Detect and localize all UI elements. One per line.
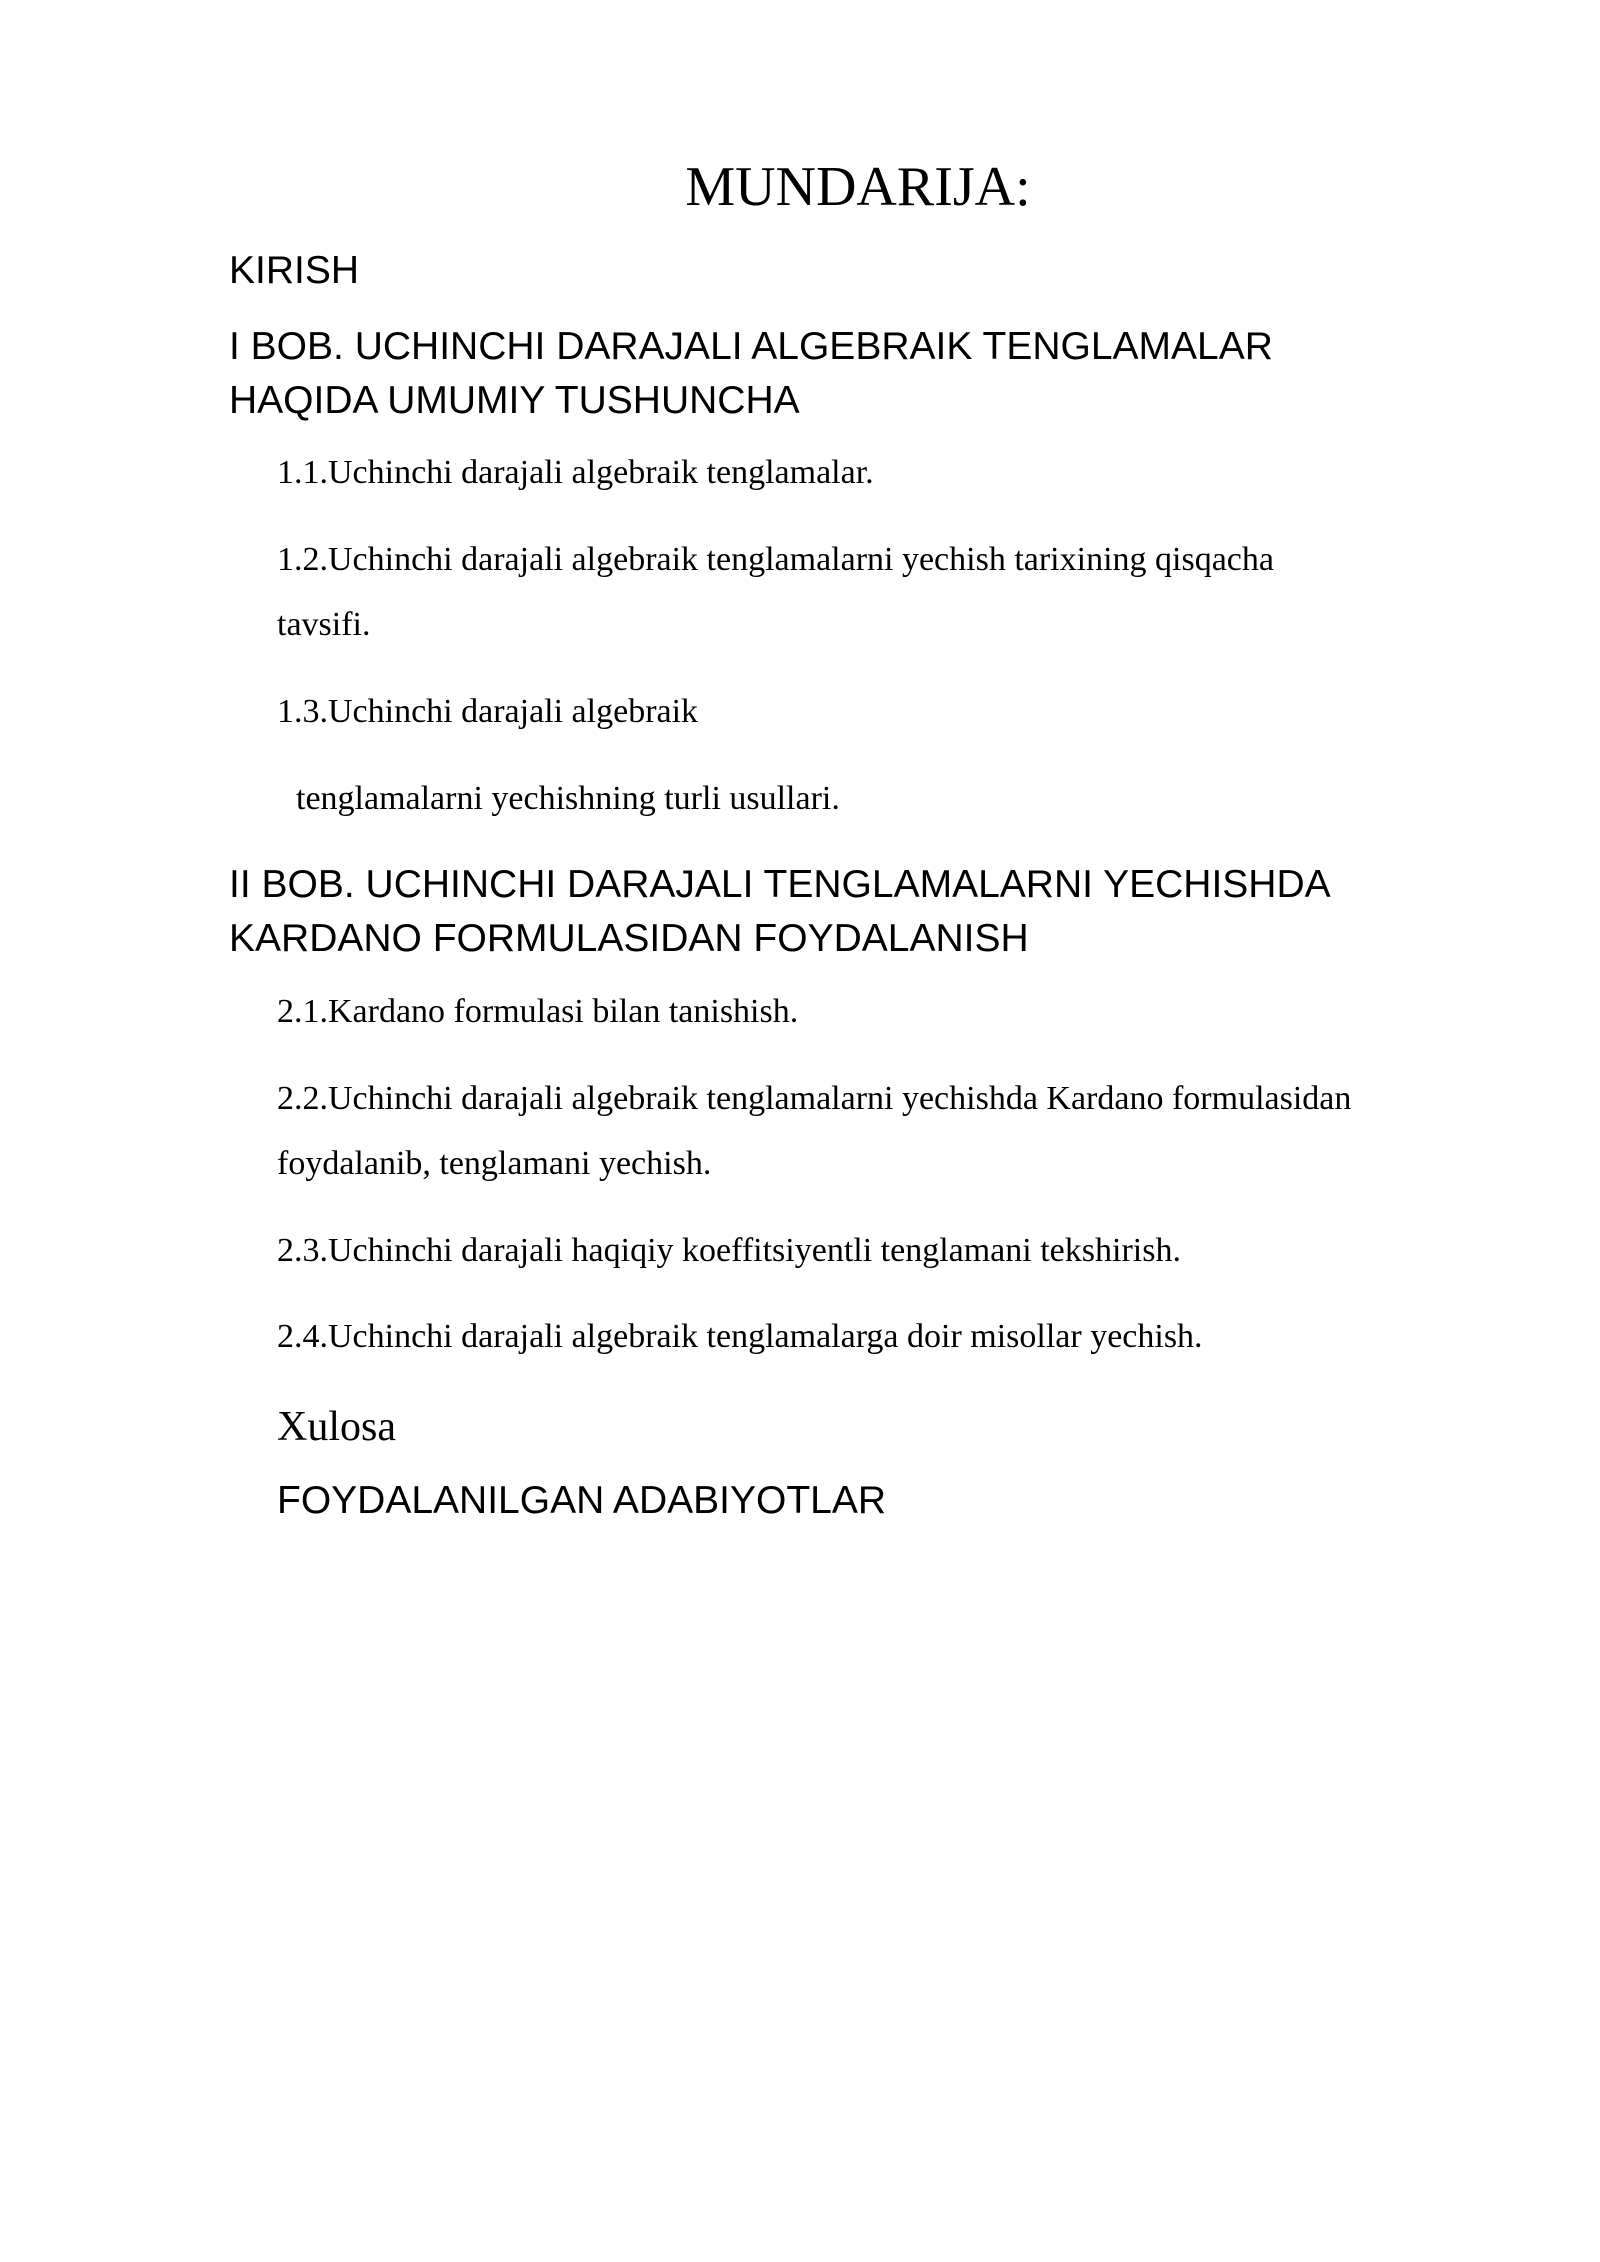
page-title: MUNDARIJA: xyxy=(685,156,1031,218)
chapter2-heading-line2: KARDANO FORMULASIDAN FOYDALANISH xyxy=(229,917,1029,960)
toc-references: FOYDALANILGAN ADABIYOTLAR xyxy=(277,1479,887,1522)
toc-item-2-2: 2.2.Uchinchi darajali algebraik tenglamalarni yechishda Kardano formulasidan xyxy=(277,1080,1352,1117)
toc-item-2-4: 2.4.Uchinchi darajali algebraik tenglamalarga doir misollar yechish. xyxy=(277,1318,1203,1355)
toc-item-2-1: 2.1.Kardano formulasi bilan tanishish. xyxy=(277,993,799,1030)
toc-item-1-2: 1.2.Uchinchi darajali algebraik tenglamalarni yechish tarixining qisqacha xyxy=(277,541,1274,578)
toc-item-2-3: 2.3.Uchinchi darajali haqiqiy koeffitsiyentli tenglamani tekshirish. xyxy=(277,1232,1181,1269)
toc-item-2-2-cont: foydalanib, tenglamani yechish. xyxy=(277,1145,712,1182)
toc-conclusion: Xulosa xyxy=(277,1404,396,1450)
toc-item-1-3-cont: tenglamalarni yechishning turli usullari. xyxy=(296,780,840,817)
chapter2-heading-line1: II BOB. UCHINCHI DARAJALI TENGLAMALARNI YECHISHDA xyxy=(229,863,1331,906)
toc-item-1-1: 1.1.Uchinchi darajali algebraik tenglamalar. xyxy=(277,454,874,491)
toc-item-1-3: 1.3.Uchinchi darajali algebraik xyxy=(277,693,699,730)
chapter1-heading-line2: HAQIDA UMUMIY TUSHUNCHA xyxy=(229,379,800,422)
toc-item-1-2-cont: tavsifi. xyxy=(277,606,371,643)
chapter1-heading-line1: I BOB. UCHINCHI DARAJALI ALGEBRAIK TENGLAMALAR xyxy=(229,325,1273,368)
toc-intro: KIRISH xyxy=(229,249,360,292)
